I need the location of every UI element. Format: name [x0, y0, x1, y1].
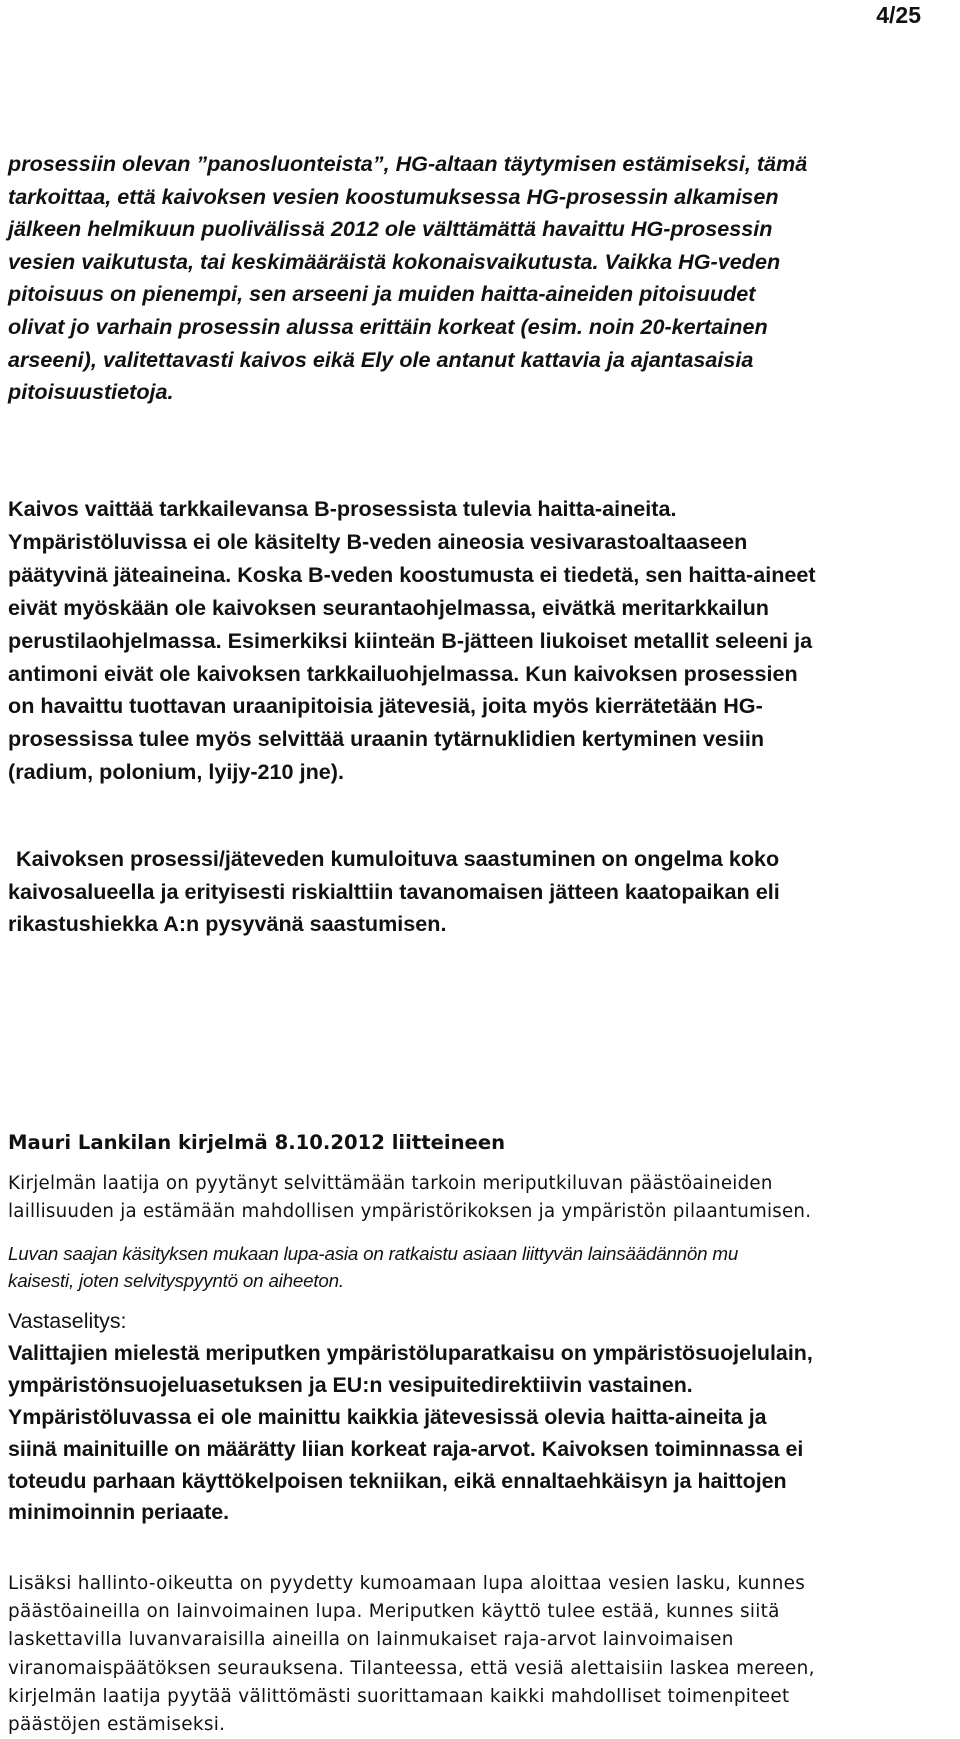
paragraph-b-process	[8, 493, 960, 789]
paragraph-permit-holder-view	[8, 1240, 960, 1294]
text-line: vesien vaikutusta, tai keskimääräistä kokonaisvaikutusta. Vaikka HG-veden	[8, 248, 781, 274]
text-line: olivat jo varhain prosessin alussa erittäin korkeat (esim. noin 20-kertainen	[8, 313, 768, 339]
text-line: perustilaohjelmassa. Esimerkiksi kiinteän B-jätteen liukoiset metallit seleeni ja	[8, 627, 813, 653]
text-line: Ympäristöluvassa ei ole mainittu kaikkia jätevesissä olevia haitta-aineita ja	[8, 1404, 767, 1429]
paragraph-hg-process	[8, 148, 960, 409]
text-line: Ympäristöluvissa ei ole käsitelty B-veden aineosia vesivarastoaltaaseen	[8, 528, 748, 554]
text-line: siinä mainituille on määrätty liian korkeat raja-arvot. Kaivoksen toiminnassa ei	[8, 1436, 804, 1461]
text-line: viranomaispäätöksen seurauksena. Tilanteessa, että vesiä alettaisiin laskea mereen,	[8, 1657, 815, 1679]
paragraph-letter-request	[8, 1170, 960, 1226]
text-line: kirjelmän laatija pyytää välittömästi suorittamaan kaikki mahdolliset toimenpiteet	[8, 1685, 790, 1707]
text-line: päästöjen estämiseksi.	[8, 1714, 226, 1736]
text-line: rikastushiekka A:n pysyvänä saastumisen.	[8, 911, 447, 936]
text-line: Luvan saajan käsityksen mukaan lupa-asia on ratkaistu asiaan liittyvän lainsäädännön mu	[8, 1243, 739, 1264]
page-number: 4/25	[876, 2, 921, 28]
paragraph-counter-statement	[8, 1306, 960, 1529]
text-line: laillisuuden ja estämään mahdollisen ympäristörikoksen ja ympäristön pilaantumisen.	[8, 1201, 812, 1222]
text-line: Lisäksi hallinto-oikeutta on pyydetty kumoamaan lupa aloittaa vesien lasku, kunnes	[8, 1573, 806, 1594]
text-line: arseeni), valitettavasti kaivos eikä Ely ole antanut kattavia ja ajantasaisia	[8, 346, 754, 372]
text-line: laskettavilla luvanvaraisilla aineilla on lainmukaiset raja-arvot lainvoimaisen	[8, 1629, 734, 1651]
paragraph-cumulative-contamination	[8, 843, 960, 941]
text-line: prosessissa tulee myös selvittää uraanin tytärnuklidien kertyminen vesiin	[8, 726, 765, 752]
text-line: tarkoittaa, että kaivoksen vesien koostumuksessa HG-prosessin alkamisen	[8, 183, 779, 209]
text-line: prosessiin olevan ”panosluonteista”, HG-altaan täytymisen estämiseksi, tämä	[8, 151, 808, 176]
text-line: eivät myöskään ole kaivoksen seurantaohjelmassa, eivätkä meritarkkailun	[8, 594, 769, 620]
text-line: kaisesti, joten selvityspyyntö on aiheeton.	[8, 1270, 344, 1291]
text-line: pitoisuus on pienempi, sen arseeni ja muiden haitta-aineiden pitoisuudet	[8, 281, 756, 307]
text-line: pitoisuustietoja.	[8, 379, 174, 405]
text-line: Kirjelmän laatija on pyytänyt selvittämään tarkoin meriputkiluvan päästöaineiden	[8, 1173, 773, 1194]
text-line: (radium, polonium, lyijy-210 jne).	[8, 759, 344, 785]
text-line: Kaivos vaittää tarkkailevansa B-prosessista tulevia haitta-aineita.	[8, 496, 677, 521]
text-line: kaivosalueella ja erityisesti riskialttiin tavanomaisen jätteen kaatopaikan eli	[8, 878, 780, 904]
paragraph-additional-request	[8, 1570, 960, 1739]
letter-heading: Mauri Lankilan kirjelmä 8.10.2012 liitteineen	[8, 1131, 506, 1154]
text-line: toteudu parhaan käyttökelpoisen tekniikan, eikä ennaltaehkäisyn ja haittojen	[8, 1468, 787, 1493]
text-line: ympäristönsuojeluasetuksen ja EU:n vesipuitedirektiivin vastainen.	[8, 1372, 693, 1397]
text-line: Kaivoksen prosessi/jäteveden kumuloituva saastuminen on ongelma koko	[16, 846, 780, 871]
text-line: Valittajien mielestä meriputken ympäristöluparatkaisu on ympäristösuojelulain,	[8, 1340, 813, 1365]
text-line: minimoinnin periaate.	[8, 1500, 230, 1525]
counter-statement-label: Vastaselitys:	[8, 1309, 127, 1333]
text-line: päätyvinä jäteaineina. Koska B-veden koostumusta ei tiedetä, sen haitta-aineet	[8, 561, 816, 587]
text-line: antimoni eivät ole kaivoksen tarkkailuohjelmassa. Kun kaivoksen prosessien	[8, 660, 798, 686]
text-line: päästöaineilla on lainvoimainen lupa. Meriputken käyttö tulee estää, kunnes siitä	[8, 1601, 780, 1623]
text-line: on havaittu tuottavan uraanipitoisia jätevesiä, joita myös kierrätetään HG-	[8, 693, 763, 719]
text-line: jälkeen helmikuun puolivälissä 2012 ole välttämättä havaittu HG-prosessin	[8, 216, 773, 242]
